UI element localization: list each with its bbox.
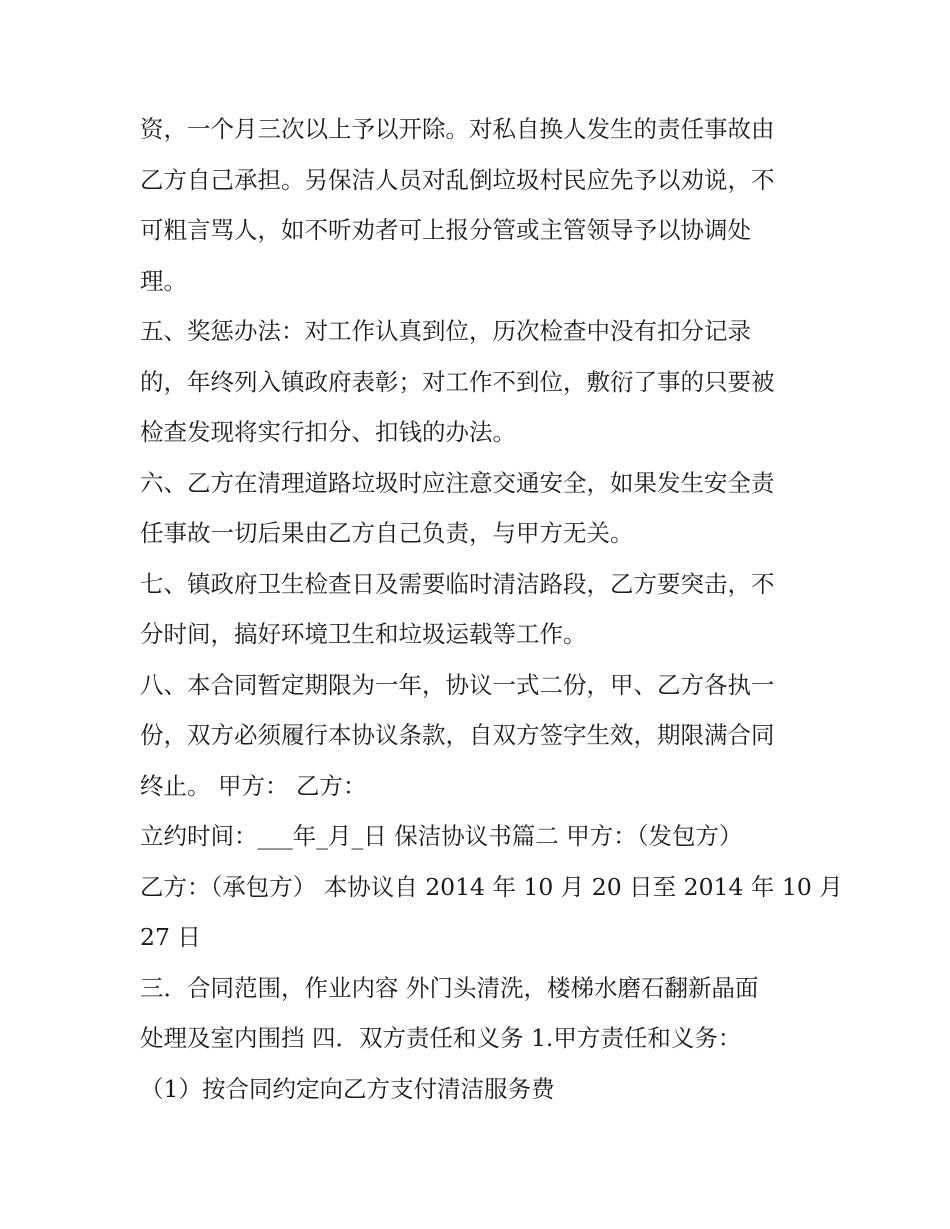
- text-line: 分时间，搞好环境卫生和垃圾运载等工作。: [140, 620, 587, 648]
- text-line: 检查发现将实行扣分、扣钱的办法。: [140, 418, 516, 446]
- text-line: 份，双方必须履行本协议条款，自双方签字生效，期限满合同: [140, 721, 775, 749]
- text-line: 立约时间：___年_月_日 保洁协议书篇二 甲方：（发包方）: [140, 822, 743, 850]
- text-line: 乙方：（承包方） 本协议自 2014 年 10 月 20 日至 2014 年 10 月: [140, 872, 843, 901]
- text-line: 八、本合同暂定期限为一年，协议一式二份，甲、乙方各执一: [140, 670, 775, 699]
- text-line: 理。: [140, 266, 187, 295]
- text-line: 处理及室内围挡 四．双方责任和义务 1.甲方责任和义务：: [140, 1024, 742, 1052]
- text-line: 27 日: [140, 923, 201, 951]
- text-line: 终止。 甲方： 乙方：: [140, 771, 367, 800]
- text-line: 可粗言骂人，如不听劝者可上报分管或主管领导予以协调处: [140, 216, 751, 244]
- text-line: 乙方自己承担。另保洁人员对乱倒垃圾村民应先予以劝说，不: [140, 165, 775, 194]
- text-line: 的，年终列入镇政府表彰；对工作不到位，敷衍了事的只要被: [140, 367, 775, 396]
- text-line: 任事故一切后果由乙方自己负责，与甲方无关。: [140, 519, 634, 547]
- text-line: （1）按合同约定向乙方支付清洁服务费: [140, 1074, 555, 1103]
- text-line: 三．合同范围，作业内容 外门头清洗，楼梯水磨石翻新晶面: [140, 973, 759, 1002]
- text-line: 六、乙方在清理道路垃圾时应注意交通安全，如果发生安全责: [140, 468, 775, 497]
- document-body: [140, 104, 843, 1114]
- text-line: 资，一个月三次以上予以开除。对私自换人发生的责任事故由: [140, 115, 775, 143]
- text-line: 七、镇政府卫生检查日及需要临时清洁路段，乙方要突击，不: [140, 569, 775, 598]
- text-line: 五、奖惩办法：对工作认真到位，历次检查中没有扣分记录: [140, 317, 751, 345]
